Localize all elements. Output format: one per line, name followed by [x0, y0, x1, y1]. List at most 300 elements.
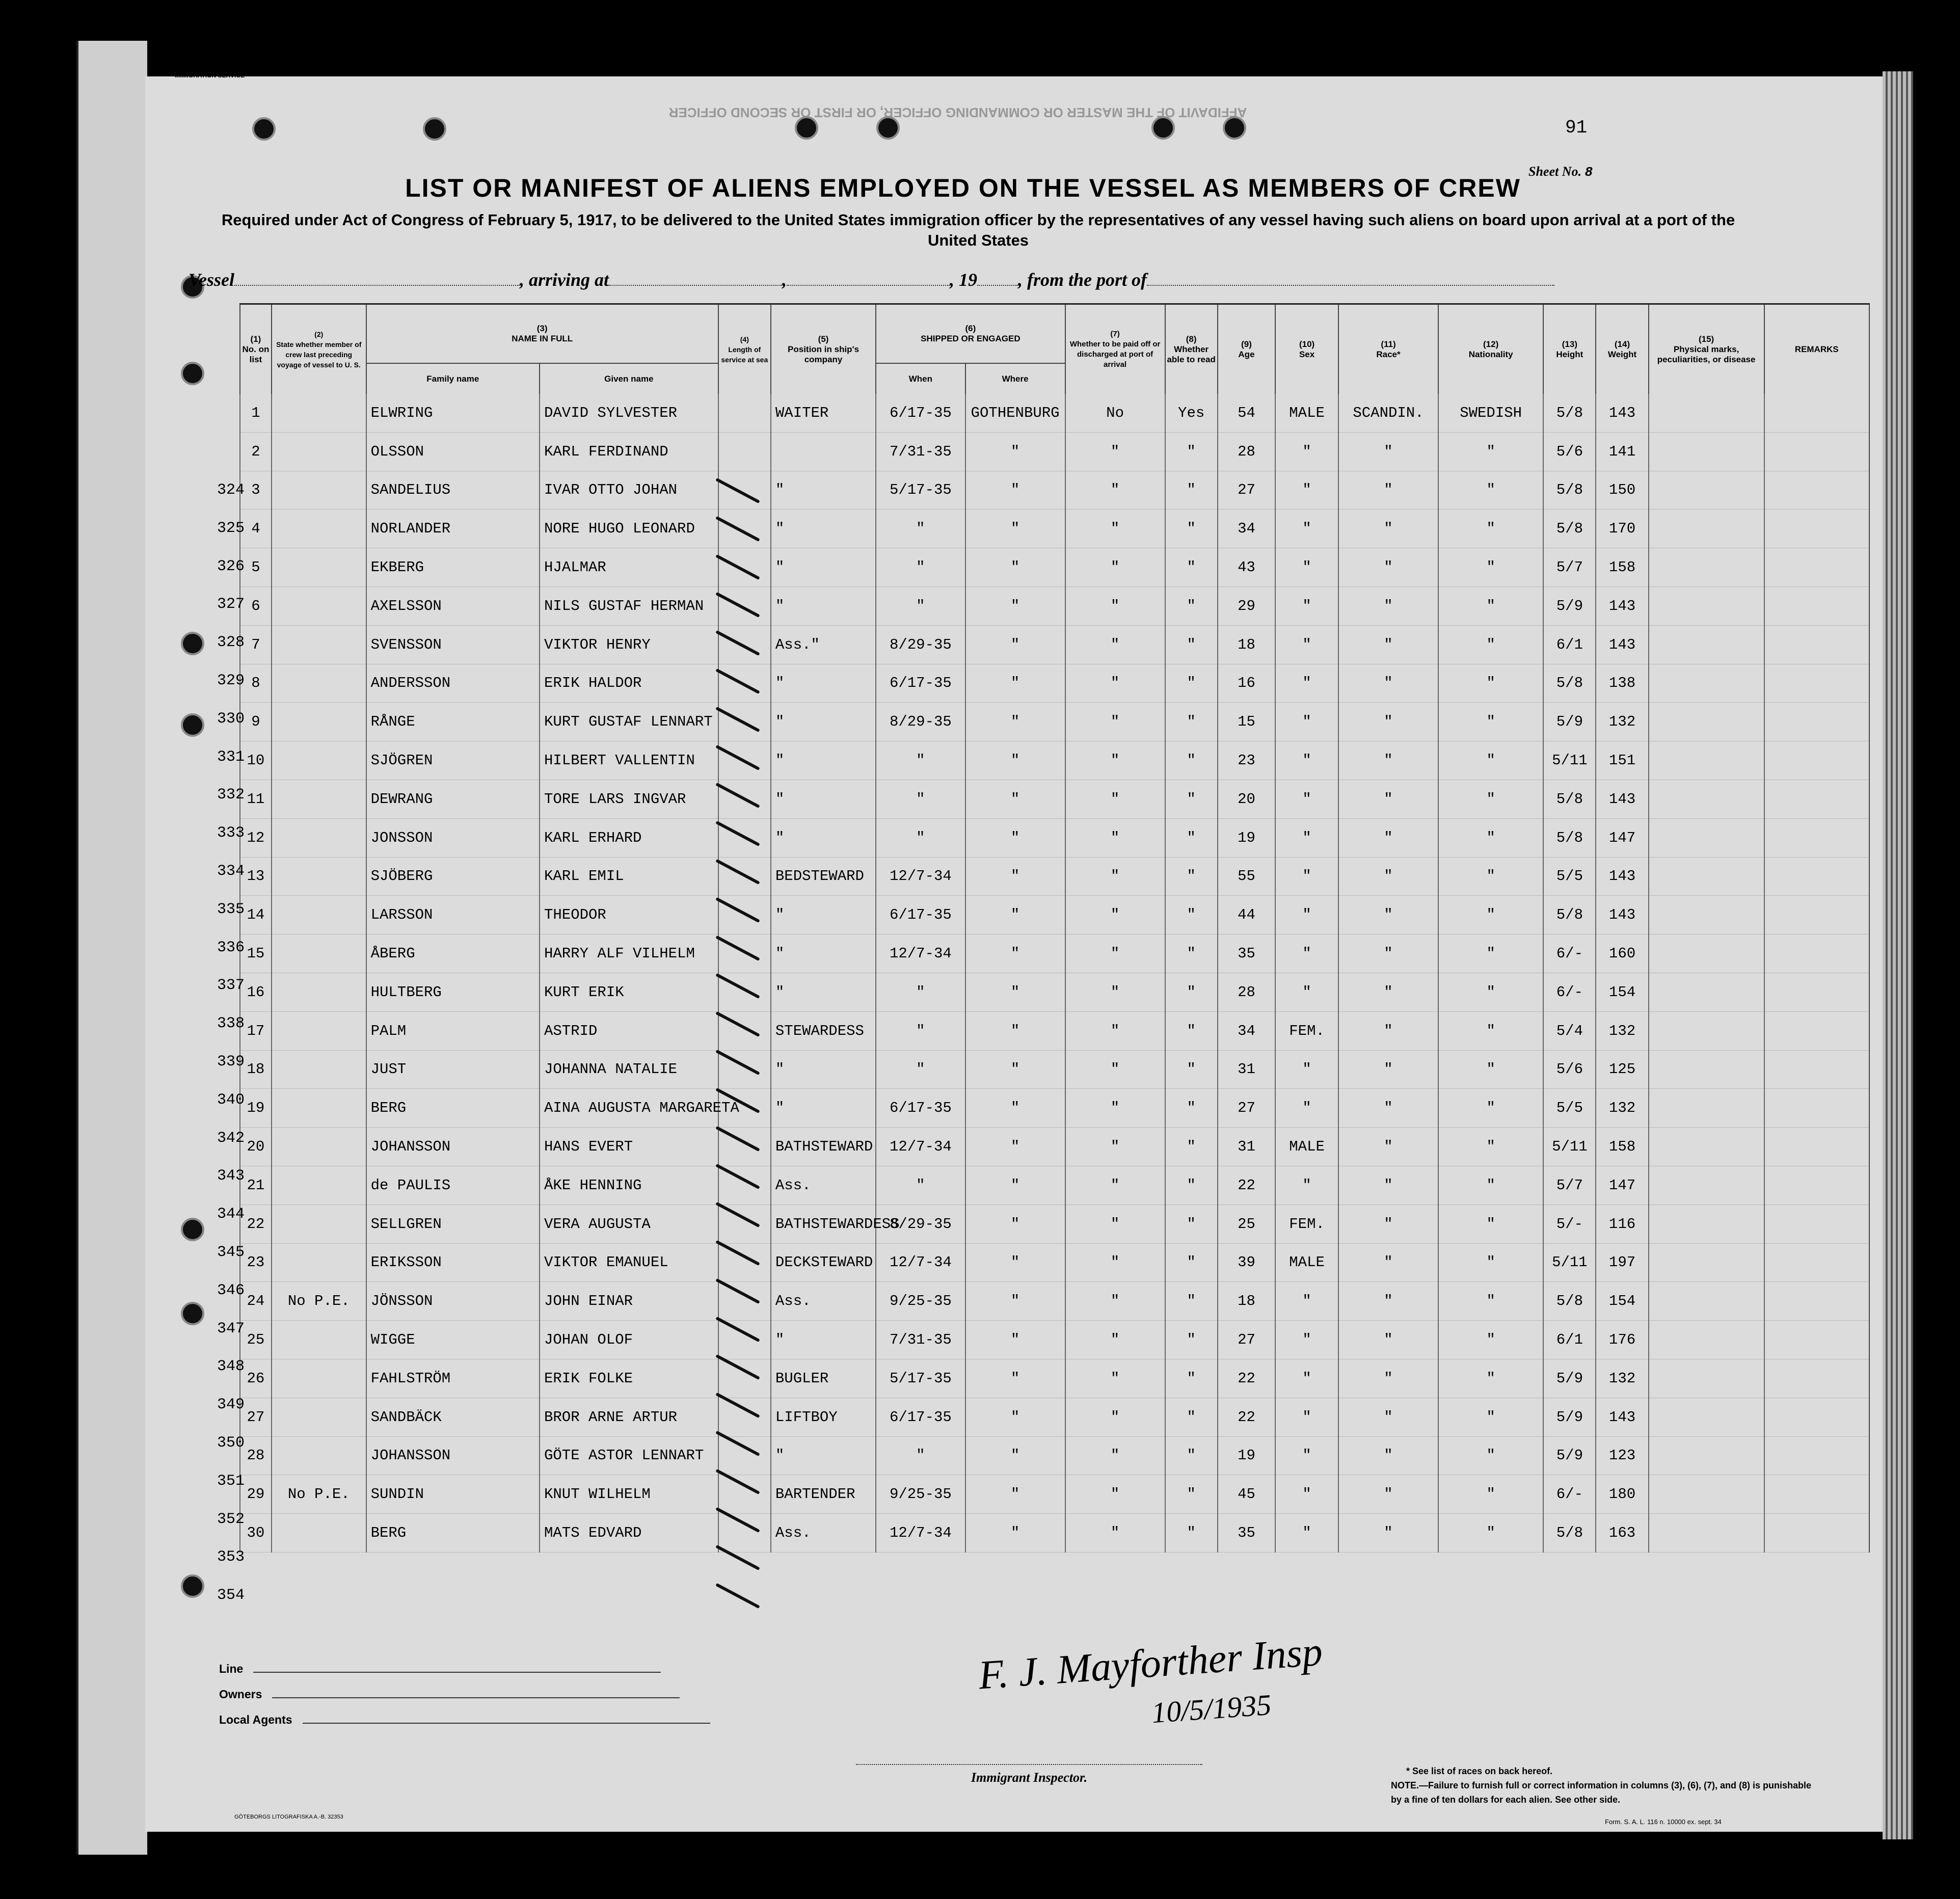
cell-physical-marks — [1649, 934, 1764, 973]
cell-able-read: " — [1165, 934, 1218, 973]
cell-weight: 132 — [1596, 1359, 1648, 1398]
cell-where: " — [965, 510, 1065, 548]
cell-physical-marks — [1649, 1436, 1764, 1475]
cell-position: " — [771, 818, 876, 857]
cell-race: " — [1338, 586, 1438, 625]
cell-given-name: TORE LARS INGVAR — [540, 780, 718, 818]
cell-able-read: " — [1165, 1243, 1218, 1282]
cell-sex: MALE — [1275, 1128, 1338, 1166]
printer-mark: GÖTEBORGS LITOGRAFISKA A.-B. 32353 — [234, 1814, 343, 1820]
cell-race: " — [1338, 1243, 1438, 1282]
col-race: (11) Race* — [1338, 305, 1438, 394]
table-row — [240, 1011, 1869, 1050]
cell-physical-marks — [1649, 471, 1764, 510]
cell-where: " — [965, 664, 1065, 703]
cell-position: WAITER — [771, 394, 876, 432]
cell-where: " — [965, 973, 1065, 1011]
cell-length-service — [718, 1436, 771, 1475]
service: IMMIGRATION SERVICE — [175, 72, 245, 79]
cell-sex: " — [1275, 1436, 1338, 1475]
cell-prev-voyage — [272, 780, 366, 818]
cell-age: 27 — [1218, 1321, 1275, 1359]
cell-paid-off: " — [1065, 1050, 1165, 1089]
cell-nationality: " — [1438, 1243, 1543, 1282]
cell-prev-voyage: No P.E. — [272, 1282, 366, 1321]
table-row — [240, 1436, 1869, 1475]
col-paid-off: (7) Whether to be paid off or discharged at port of arrival — [1065, 305, 1165, 394]
cell-when: 5/17-35 — [876, 471, 965, 510]
cell-sex: " — [1275, 1359, 1338, 1398]
cell-given-name: NORE HUGO LEONARD — [540, 510, 718, 548]
cell-paid-off: " — [1065, 664, 1165, 703]
punch-hole — [181, 1574, 204, 1598]
cell-sex: " — [1275, 1050, 1338, 1089]
sequence-number: 334 — [217, 863, 245, 880]
cell-weight: 132 — [1596, 1011, 1648, 1050]
cell-no: 4 — [240, 510, 272, 548]
cell-sex: " — [1275, 934, 1338, 973]
cell-position: LIFTBOY — [771, 1398, 876, 1436]
cell-height: 5/7 — [1543, 548, 1596, 587]
cell-physical-marks — [1649, 896, 1764, 934]
cell-family-name: HULTBERG — [366, 973, 540, 1011]
cell-paid-off: " — [1065, 625, 1165, 664]
punch-hole — [181, 1302, 204, 1325]
cell-sex: " — [1275, 973, 1338, 1011]
cell-family-name: SJÖGREN — [366, 741, 540, 780]
cell-family-name: SELLGREN — [366, 1205, 540, 1243]
sequence-number: 324 — [217, 482, 245, 499]
cell-sex: MALE — [1275, 394, 1338, 432]
cell-age: 45 — [1218, 1475, 1275, 1514]
table-row — [240, 857, 1869, 896]
manifest-title: LIST OR MANIFEST OF ALIENS EMPLOYED ON THE VESSEL AS MEMBERS OF CREW — [405, 174, 1521, 202]
cell-race: " — [1338, 1321, 1438, 1359]
cell-remarks — [1764, 1282, 1869, 1321]
cell-paid-off: " — [1065, 510, 1165, 548]
cell-paid-off: " — [1065, 1166, 1165, 1205]
signature-date: 10/5/1935 — [1150, 1688, 1273, 1730]
col-nationality: (12) Nationality — [1438, 305, 1543, 394]
cell-where: " — [965, 1282, 1065, 1321]
footer-agents-field — [303, 1723, 710, 1724]
cell-nationality: " — [1438, 1050, 1543, 1089]
cell-prev-voyage — [272, 510, 366, 548]
col-name-in-full: (3) NAME IN FULL — [366, 305, 718, 363]
table-row — [240, 896, 1869, 934]
cell-family-name: FAHLSTRÖM — [366, 1359, 540, 1398]
sequence-number: 351 — [217, 1472, 245, 1490]
cell-given-name: ERIK HALDOR — [540, 664, 718, 703]
crew-table-wrap — [239, 303, 1870, 1637]
col-age: (9) Age — [1218, 305, 1275, 394]
cell-where: " — [965, 1205, 1065, 1243]
year-label: , 19 — [950, 270, 978, 290]
cell-length-service — [718, 432, 771, 471]
cell-position: " — [771, 703, 876, 741]
cell-height: 5/9 — [1543, 1398, 1596, 1436]
cell-paid-off: " — [1065, 1128, 1165, 1166]
cell-age: 34 — [1218, 510, 1275, 548]
cell-able-read: " — [1165, 432, 1218, 471]
cell-when: 12/7-34 — [876, 857, 965, 896]
cell-position: " — [771, 1436, 876, 1475]
table-row — [240, 1128, 1869, 1166]
cell-height: 5/9 — [1543, 586, 1596, 625]
cell-where: GOTHENBURG — [965, 394, 1065, 432]
cell-able-read: " — [1165, 1321, 1218, 1359]
cell-remarks — [1764, 703, 1869, 741]
sequence-number: 333 — [217, 824, 245, 842]
table-row — [240, 1089, 1869, 1128]
cell-where: " — [965, 1166, 1065, 1205]
table-row — [240, 703, 1869, 741]
cell-physical-marks — [1649, 1282, 1764, 1321]
cell-position — [771, 432, 876, 471]
cell-family-name: JONSSON — [366, 818, 540, 857]
footer-line-row — [219, 1656, 710, 1681]
cell-paid-off: " — [1065, 1514, 1165, 1553]
cell-physical-marks — [1649, 432, 1764, 471]
cell-age: 35 — [1218, 1514, 1275, 1553]
table-row — [240, 1398, 1869, 1436]
cell-prev-voyage — [272, 1398, 366, 1436]
cell-sex: " — [1275, 1321, 1338, 1359]
cell-age: 29 — [1218, 586, 1275, 625]
cell-race: " — [1338, 1359, 1438, 1398]
cell-given-name: JOHANNA NATALIE — [540, 1050, 718, 1089]
cell-weight: 160 — [1596, 934, 1648, 973]
cell-family-name: SVENSSON — [366, 625, 540, 664]
cell-race: " — [1338, 857, 1438, 896]
cell-race: " — [1338, 1128, 1438, 1166]
cell-where: " — [965, 934, 1065, 973]
note-penalty: NOTE.—Failure to furnish full or correct information in columns (3), (6), (7), and (8) is punishable by a fine of ten dollars for each alien. See other side. — [1391, 1780, 1812, 1805]
cell-no: 28 — [240, 1436, 272, 1475]
cell-no: 10 — [240, 741, 272, 780]
cell-sex: " — [1275, 857, 1338, 896]
cell-remarks — [1764, 664, 1869, 703]
cell-nationality: " — [1438, 973, 1543, 1011]
cell-physical-marks — [1649, 818, 1764, 857]
cell-remarks — [1764, 896, 1869, 934]
cell-height: 5/11 — [1543, 741, 1596, 780]
cell-where: " — [965, 1398, 1065, 1436]
cell-where: " — [965, 1243, 1065, 1282]
sequence-number: 327 — [217, 596, 245, 613]
cell-weight: 143 — [1596, 625, 1648, 664]
cell-position: " — [771, 471, 876, 510]
cell-able-read: " — [1165, 741, 1218, 780]
sequence-number: 330 — [217, 710, 245, 728]
cell-nationality: " — [1438, 1089, 1543, 1128]
cell-physical-marks — [1649, 857, 1764, 896]
cell-physical-marks — [1649, 1514, 1764, 1553]
cell-paid-off: " — [1065, 1321, 1165, 1359]
cell-position: " — [771, 510, 876, 548]
cell-sex: " — [1275, 703, 1338, 741]
table-row — [240, 934, 1869, 973]
cell-physical-marks — [1649, 1243, 1764, 1282]
col-where: Where — [965, 363, 1065, 394]
cell-race: " — [1338, 896, 1438, 934]
cell-length-service — [718, 548, 771, 587]
form-number-block — [153, 50, 266, 81]
manifest-subtitle: Required under Act of Congress of February 5, 1917, to be delivered to the United States immigration officer by the representatives of any vessel having such aliens on board upon arrival at a port of the United States — [221, 211, 1735, 249]
cell-able-read: " — [1165, 1166, 1218, 1205]
cell-family-name: ANDERSSON — [366, 664, 540, 703]
cell-able-read: " — [1165, 471, 1218, 510]
cell-paid-off: " — [1065, 818, 1165, 857]
cell-prev-voyage — [272, 973, 366, 1011]
cell-able-read: " — [1165, 1050, 1218, 1089]
cell-weight: 143 — [1596, 780, 1648, 818]
cell-age: 35 — [1218, 934, 1275, 973]
sequence-number: 346 — [217, 1281, 245, 1299]
cell-family-name: SANDELIUS — [366, 471, 540, 510]
cell-nationality: " — [1438, 1011, 1543, 1050]
cell-physical-marks — [1649, 973, 1764, 1011]
cell-no: 30 — [240, 1514, 272, 1553]
cell-remarks — [1764, 510, 1869, 548]
col-physical-marks: (15) Physical marks, peculiarities, or disease — [1649, 305, 1764, 394]
cell-no: 12 — [240, 818, 272, 857]
cell-height: 6/- — [1543, 1475, 1596, 1514]
page-stack-edge — [1883, 71, 1913, 1839]
cell-able-read: " — [1165, 548, 1218, 587]
sheet-value: 8 — [1585, 165, 1593, 180]
table-row — [240, 432, 1869, 471]
cell-age: 15 — [1218, 703, 1275, 741]
cell-height: 6/- — [1543, 973, 1596, 1011]
cell-able-read: " — [1165, 703, 1218, 741]
cell-sex: " — [1275, 1475, 1338, 1514]
crew-rows — [240, 394, 1869, 1552]
punch-hole — [181, 1218, 204, 1241]
sequence-number: 350 — [217, 1434, 245, 1452]
cell-age: 19 — [1218, 818, 1275, 857]
cell-physical-marks — [1649, 586, 1764, 625]
cell-given-name: DAVID SYLVESTER — [540, 394, 718, 432]
cell-length-service — [718, 586, 771, 625]
cell-physical-marks — [1649, 1398, 1764, 1436]
cell-length-service — [718, 1398, 771, 1436]
cell-no: 6 — [240, 586, 272, 625]
cell-physical-marks — [1649, 1128, 1764, 1166]
cell-family-name: JUST — [366, 1050, 540, 1089]
cell-weight: 132 — [1596, 1089, 1648, 1128]
cell-height: 5/8 — [1543, 471, 1596, 510]
cell-physical-marks — [1649, 780, 1764, 818]
cell-family-name: NORLANDER — [366, 510, 540, 548]
cell-height: 5/- — [1543, 1205, 1596, 1243]
col-given-name: Given name — [540, 363, 718, 394]
cell-sex: " — [1275, 586, 1338, 625]
cell-physical-marks — [1649, 394, 1764, 432]
cell-weight: 180 — [1596, 1475, 1648, 1514]
cell-paid-off: " — [1065, 1398, 1165, 1436]
cell-no: 14 — [240, 896, 272, 934]
table-row — [240, 1166, 1869, 1205]
table-row — [240, 1359, 1869, 1398]
cell-where: " — [965, 1321, 1065, 1359]
table-row — [240, 1475, 1869, 1514]
cell-able-read: " — [1165, 586, 1218, 625]
cell-weight: 151 — [1596, 741, 1648, 780]
cell-length-service — [718, 394, 771, 432]
cell-given-name: HANS EVERT — [540, 1128, 718, 1166]
cell-remarks — [1764, 1011, 1869, 1050]
cell-prev-voyage — [272, 857, 366, 896]
cell-position: DECKSTEWARD — [771, 1243, 876, 1282]
cell-position: BARTENDER — [771, 1475, 876, 1514]
table-row — [240, 1282, 1869, 1321]
cell-given-name: AINA AUGUSTA MARGARETA — [540, 1089, 718, 1128]
footer-agents-row — [219, 1707, 710, 1732]
cell-position: " — [771, 1089, 876, 1128]
cell-height: 6/1 — [1543, 625, 1596, 664]
cell-when: 5/17-35 — [876, 1359, 965, 1398]
cell-weight: 132 — [1596, 703, 1648, 741]
cell-given-name: KARL EMIL — [540, 857, 718, 896]
cell-paid-off: " — [1065, 432, 1165, 471]
cell-height: 5/4 — [1543, 1011, 1596, 1050]
cell-age: 23 — [1218, 741, 1275, 780]
cell-position: Ass." — [771, 625, 876, 664]
from-port-label: , from the port of — [1018, 270, 1147, 290]
cell-length-service — [718, 1514, 771, 1553]
cell-remarks — [1764, 625, 1869, 664]
cell-weight: 163 — [1596, 1514, 1648, 1553]
punch-hole — [181, 713, 204, 737]
cell-remarks — [1764, 432, 1869, 471]
cell-able-read: " — [1165, 664, 1218, 703]
cell-remarks — [1764, 394, 1869, 432]
cell-no: 5 — [240, 548, 272, 587]
sequence-number: 329 — [217, 672, 245, 689]
table-row — [240, 586, 1869, 625]
cell-remarks — [1764, 1205, 1869, 1243]
cell-family-name: RÅNGE — [366, 703, 540, 741]
col-length-service: (4) Length of service at sea — [718, 305, 771, 394]
table-row — [240, 1321, 1869, 1359]
sequence-number: 340 — [217, 1091, 245, 1109]
cell-age: 20 — [1218, 780, 1275, 818]
cell-length-service — [718, 1243, 771, 1282]
cell-height: 5/8 — [1543, 664, 1596, 703]
cell-weight: 143 — [1596, 586, 1648, 625]
cell-position: STEWARDESS — [771, 1011, 876, 1050]
cell-sex: MALE — [1275, 1243, 1338, 1282]
cell-when: 6/17-35 — [876, 896, 965, 934]
cell-sex: " — [1275, 548, 1338, 587]
cell-where: " — [965, 586, 1065, 625]
cell-weight: 170 — [1596, 510, 1648, 548]
table-row — [240, 394, 1869, 432]
cell-when: 12/7-34 — [876, 1514, 965, 1553]
cell-where: " — [965, 1475, 1065, 1514]
footer-line-field — [253, 1672, 661, 1673]
cell-able-read: " — [1165, 1398, 1218, 1436]
cell-length-service — [718, 1359, 771, 1398]
cell-length-service — [718, 1321, 771, 1359]
col-remarks: REMARKS — [1764, 305, 1869, 394]
cell-able-read: " — [1165, 896, 1218, 934]
cell-where: " — [965, 780, 1065, 818]
cell-position: " — [771, 741, 876, 780]
cell-no: 16 — [240, 973, 272, 1011]
cell-height: 6/- — [1543, 934, 1596, 973]
cell-race: " — [1338, 1011, 1438, 1050]
cell-remarks — [1764, 1166, 1869, 1205]
cell-race: " — [1338, 432, 1438, 471]
cell-when: 9/25-35 — [876, 1282, 965, 1321]
cell-no: 19 — [240, 1089, 272, 1128]
cell-age: 34 — [1218, 1011, 1275, 1050]
cell-height: 5/6 — [1543, 432, 1596, 471]
cell-race: " — [1338, 703, 1438, 741]
cell-able-read: " — [1165, 818, 1218, 857]
cell-when: " — [876, 1050, 965, 1089]
cell-weight: 150 — [1596, 471, 1648, 510]
page-number: 91 — [1565, 117, 1588, 138]
cell-where: " — [965, 1011, 1065, 1050]
cell-height: 5/7 — [1543, 1166, 1596, 1205]
cell-prev-voyage — [272, 1050, 366, 1089]
cell-given-name: JOHN EINAR — [540, 1282, 718, 1321]
cell-paid-off: No — [1065, 394, 1165, 432]
cell-position: " — [771, 664, 876, 703]
cell-height: 5/8 — [1543, 780, 1596, 818]
department: U. S. DEPARTMENT OF LABOR — [153, 61, 267, 69]
cell-sex: " — [1275, 818, 1338, 857]
cell-family-name: AXELSSON — [366, 586, 540, 625]
table-row — [240, 780, 1869, 818]
cell-sex: " — [1275, 625, 1338, 664]
cell-position: " — [771, 780, 876, 818]
cell-prev-voyage — [272, 1359, 366, 1398]
vessel-label: Vessel — [189, 270, 234, 290]
sequence-number: 348 — [217, 1358, 245, 1376]
sequence-number: 336 — [217, 939, 245, 956]
cell-position: " — [771, 586, 876, 625]
cell-able-read: " — [1165, 1359, 1218, 1398]
cell-family-name: BERG — [366, 1514, 540, 1553]
cell-where: " — [965, 1436, 1065, 1475]
cell-sex: FEM. — [1275, 1205, 1338, 1243]
sequence-number: 328 — [217, 634, 245, 652]
cell-race: " — [1338, 780, 1438, 818]
cell-given-name: KARL FERDINAND — [540, 432, 718, 471]
sequence-number: 325 — [217, 519, 245, 537]
cell-where: " — [965, 625, 1065, 664]
cell-family-name: JOHANSSON — [366, 1436, 540, 1475]
cell-given-name: THEODOR — [540, 896, 718, 934]
cell-sex: " — [1275, 510, 1338, 548]
cell-height: 5/5 — [1543, 857, 1596, 896]
cell-weight: 143 — [1596, 394, 1648, 432]
cell-able-read: " — [1165, 1089, 1218, 1128]
cell-where: " — [965, 1359, 1065, 1398]
cell-paid-off: " — [1065, 471, 1165, 510]
cell-prev-voyage — [272, 548, 366, 587]
cell-prev-voyage — [272, 1166, 366, 1205]
cell-given-name: KURT ERIK — [540, 973, 718, 1011]
cell-when: 6/17-35 — [876, 394, 965, 432]
cell-sex: FEM. — [1275, 1011, 1338, 1050]
cell-given-name: KARL ERHARD — [540, 818, 718, 857]
cell-nationality: " — [1438, 548, 1543, 587]
